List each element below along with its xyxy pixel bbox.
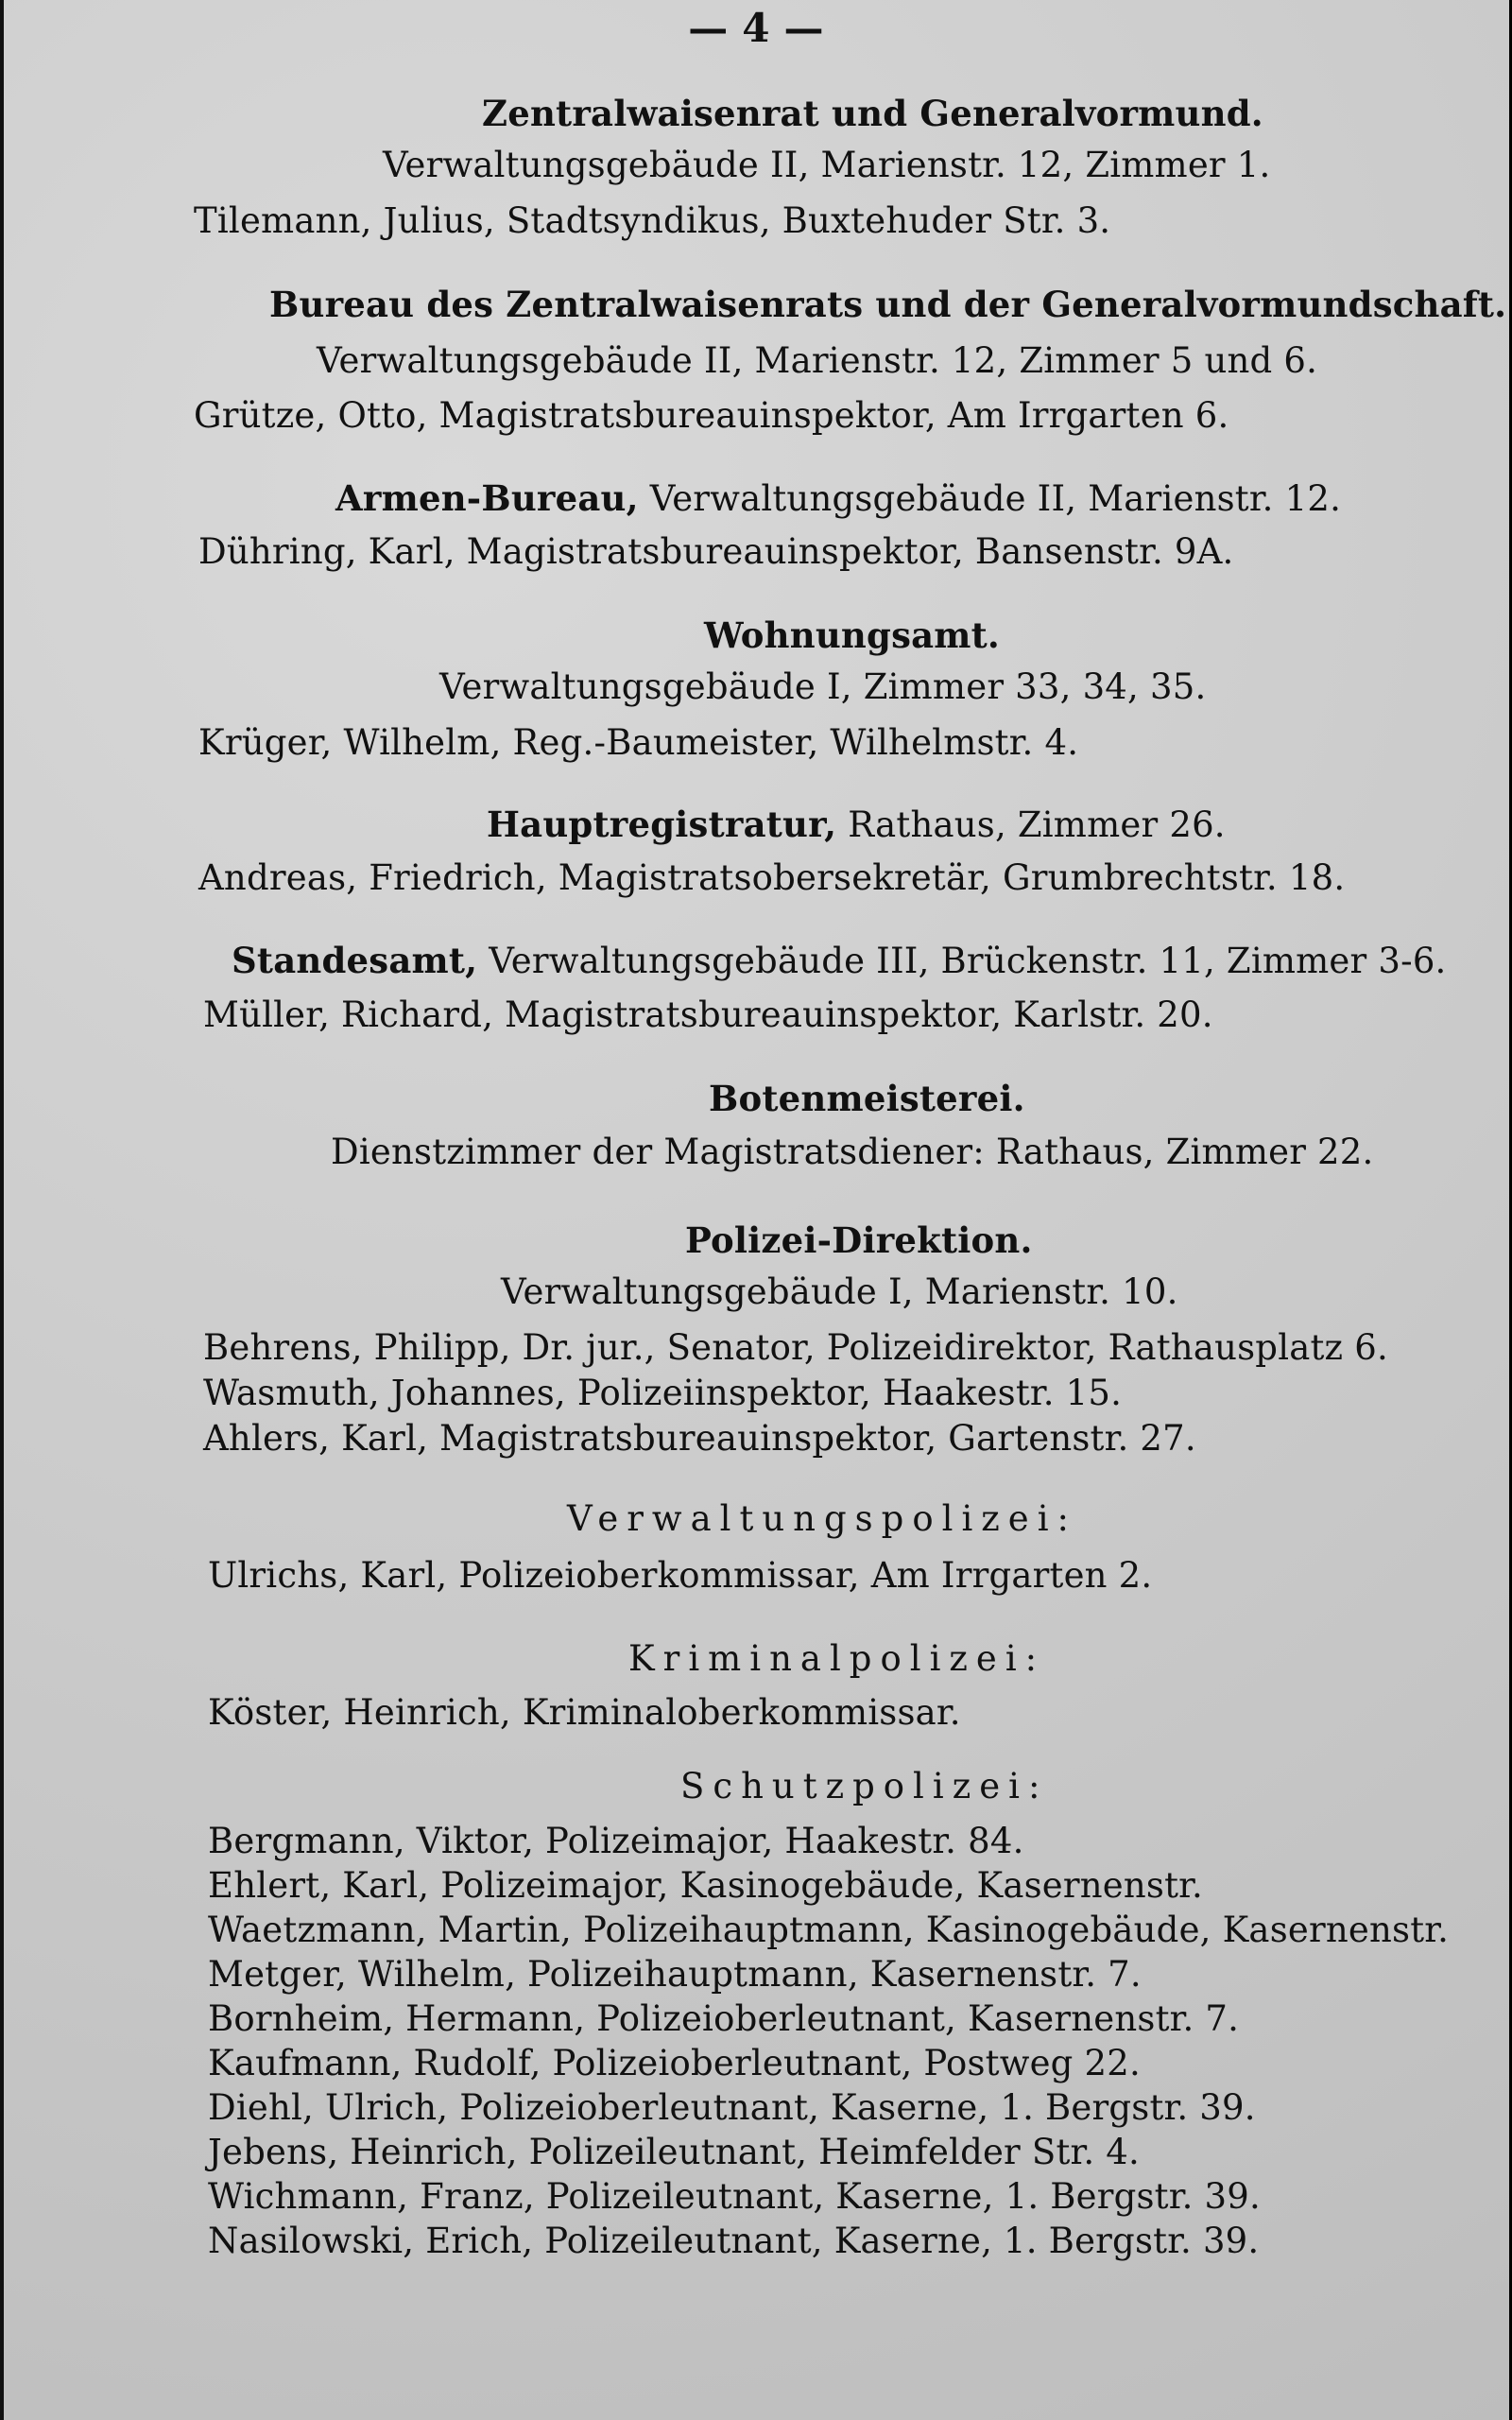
page-number: — 4 — [688,5,824,51]
section-title-standesamt: Standesamt, [232,940,478,981]
person-entry: Andreas, Friedrich, Magistratsobersekretär, Grumbrechtstr. 18. [198,857,1346,898]
person-entry: Waetzmann, Martin, Polizeihauptmann, Kasinogebäude, Kasernenstr. [208,1910,1450,1950]
person-entry: Kaufmann, Rudolf, Polizeioberleutnant, Postweg 22. [208,2043,1141,2083]
section-title-zentralwaisenrat: Zentralwaisenrat und Generalvormund. [482,93,1263,134]
section-address-bureau-zentralwaisenrat: Verwaltungsgebäude II, Marienstr. 12, Zimmer 5 und 6. [317,340,1318,381]
subsection-title-verwaltungspolizei: Verwaltungspolizei: [567,1498,1077,1539]
person-entry: Ulrichs, Karl, Polizeioberkommissar, Am Irrgarten 2. [208,1555,1153,1596]
section-title-armen-bureau: Armen-Bureau, [335,477,639,519]
person-entry: Diehl, Ulrich, Polizeioberleutnant, Kaserne, 1. Bergstr. 39. [208,2087,1256,2128]
person-entry: Bergmann, Viktor, Polizeimajor, Haakestr. 84. [208,1821,1024,1861]
person-entry: Nasilowski, Erich, Polizeileutnant, Kaserne, 1. Bergstr. 39. [208,2221,1260,2261]
person-entry: Grütze, Otto, Magistratsbureauinspektor, Am Irrgarten 6. [194,395,1229,436]
person-entry: Dühring, Karl, Magistratsbureauinspektor, Bansenstr. 9A. [198,531,1234,572]
person-entry: Tilemann, Julius, Stadtsyndikus, Buxtehuder Str. 3. [194,200,1111,241]
person-entry: Behrens, Philipp, Dr. jur., Senator, Polizeidirektor, Rathausplatz 6. [203,1327,1388,1368]
section-title-wohnungsamt: Wohnungsamt. [704,614,1001,656]
person-entry: Köster, Heinrich, Kriminaloberkommissar. [208,1692,961,1733]
subsection-title-schutzpolizei: Schutzpolizei: [680,1766,1049,1806]
section-address-hauptregistratur: Rathaus, Zimmer 26. [848,804,1226,845]
section-address-polizei-direktion: Verwaltungsgebäude I, Marienstr. 10. [501,1271,1178,1312]
person-entry: Jebens, Heinrich, Polizeileutnant, Heimfelder Str. 4. [208,2132,1140,2172]
person-entry: Bornheim, Hermann, Polizeioberleutnant, Kasernenstr. 7. [208,1998,1240,2039]
section-address-wohnungsamt: Verwaltungsgebäude I, Zimmer 33, 34, 35. [439,666,1207,707]
section-address-standesamt: Verwaltungsgebäude III, Brückenstr. 11, Zimmer 3-6. [489,941,1447,981]
section-address-armen-bureau: Verwaltungsgebäude II, Marienstr. 12. [649,478,1342,519]
section-address-botenmeisterei: Dienstzimmer der Magistratsdiener: Rathaus, Zimmer 22. [331,1132,1374,1172]
scan-edge-left [0,0,4,2420]
section-hauptregistratur [487,804,1226,846]
person-entry: Metger, Wilhelm, Polizeihauptmann, Kasernenstr. 7. [208,1954,1142,1995]
section-title-polizei-direktion: Polizei-Direktion. [685,1219,1033,1261]
section-title-botenmeisterei: Botenmeisterei. [709,1078,1025,1119]
section-standesamt [232,940,1447,982]
person-entry: Wichmann, Franz, Polizeileutnant, Kaserne, 1. Bergstr. 39. [208,2176,1261,2217]
section-title-hauptregistratur: Hauptregistratur, [487,804,837,845]
section-address-zentralwaisenrat: Verwaltungsgebäude II, Marienstr. 12, Zimmer 1. [383,145,1271,185]
person-entry: Ehlert, Karl, Polizeimajor, Kasinogebäude, Kasernenstr. [208,1865,1203,1906]
section-title-bureau-zentralwaisenrat: Bureau des Zentralwaisenrats und der Generalvormundschaft. [269,284,1507,325]
section-armen-bureau [335,477,1341,520]
subsection-title-kriminalpolizei: Kriminalpolizei: [628,1638,1046,1679]
person-entry: Krüger, Wilhelm, Reg.-Baumeister, Wilhelmstr. 4. [198,722,1079,763]
person-entry: Wasmuth, Johannes, Polizeiinspektor, Haakestr. 15. [203,1373,1123,1413]
person-entry: Müller, Richard, Magistratsbureauinspektor, Karlstr. 20. [203,994,1213,1035]
person-entry: Ahlers, Karl, Magistratsbureauinspektor, Gartenstr. 27. [203,1418,1196,1459]
